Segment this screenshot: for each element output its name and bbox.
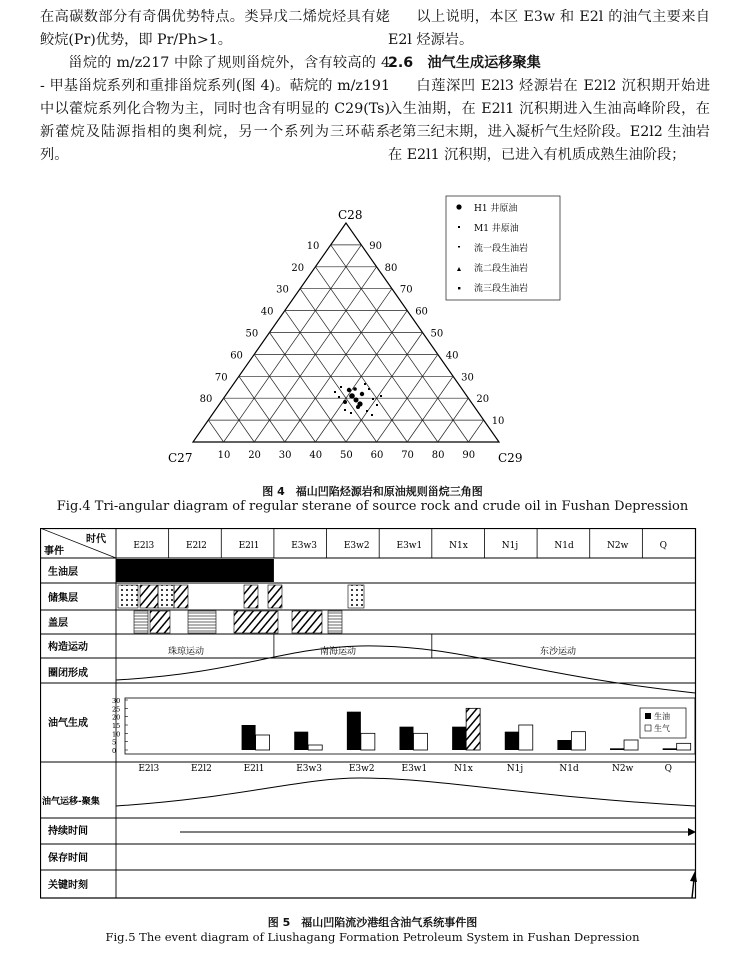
reservoir-fill bbox=[174, 585, 188, 608]
tick-label: 30 bbox=[461, 372, 474, 384]
row-label: 油气运移-聚集 bbox=[42, 797, 100, 807]
legend-marker-l2 bbox=[457, 267, 461, 271]
bar-legend-gas: 生气 bbox=[654, 724, 670, 733]
tick-label: 80 bbox=[384, 262, 398, 274]
tick-label: 70 bbox=[399, 284, 413, 296]
bar-legend-oil: 生油 bbox=[654, 712, 670, 721]
bar-gas bbox=[571, 732, 585, 750]
seal-fill bbox=[188, 611, 216, 633]
source-rock-fill bbox=[116, 559, 274, 582]
point-source-rock bbox=[368, 388, 370, 390]
tick-label: 60 bbox=[230, 350, 243, 362]
bar-oil bbox=[400, 727, 414, 750]
critical-moment-line bbox=[692, 879, 694, 898]
point-h1 bbox=[349, 393, 355, 399]
bar-x-label: N1d bbox=[559, 764, 579, 774]
tick-label: 20 bbox=[476, 394, 490, 406]
tick-label: 10 bbox=[491, 416, 505, 428]
point-h1 bbox=[347, 388, 351, 392]
period-headers bbox=[133, 541, 667, 551]
point-h1 bbox=[354, 398, 359, 403]
legend-marker-l1 bbox=[458, 246, 460, 248]
row-label: 盖层 bbox=[48, 618, 68, 629]
tick-label: 10 bbox=[306, 240, 320, 252]
legend-l1: 流一段生油岩 bbox=[474, 244, 529, 254]
seal-fill bbox=[234, 611, 278, 633]
bar-x-label: E3w3 bbox=[296, 764, 322, 774]
tick-label: 50 bbox=[430, 328, 444, 340]
point-source-rock bbox=[366, 410, 368, 412]
point-source-rock bbox=[372, 398, 374, 400]
bar-y-tick: 15 bbox=[112, 722, 121, 730]
legend-l2: 流二段生油岩 bbox=[474, 264, 529, 274]
ternary-legend bbox=[446, 196, 560, 300]
fig4-caption-zh: 图 4 福山凹陷烃源岩和原油规则甾烷三角图 bbox=[262, 485, 483, 498]
bar-legend-gas-swatch bbox=[645, 725, 651, 731]
tectonic-zhuqiong: 珠琼运动 bbox=[168, 647, 205, 657]
bar-gas bbox=[519, 725, 533, 750]
point-h1 bbox=[356, 405, 360, 409]
row-label: 圈闭形成 bbox=[48, 668, 88, 679]
left-paragraph-2: 甾烷的 m/z217 中除了规则甾烷外，含有较高的 4 - 甲基甾烷系列和重排甾烷系列(图 4)。萜烷的 m/z191 中以藿烷系列化合物为主，同时也含有明显的 C29(Ts)新藿烷及陆源指相的奥利烷，另一个系列为三环萜系列。 bbox=[40, 55, 390, 163]
bar-y-tick: 0 bbox=[112, 747, 117, 755]
tectonic-dongsha: 东沙运动 bbox=[540, 647, 577, 657]
bar-oil bbox=[452, 727, 466, 750]
seal-fill bbox=[150, 611, 170, 633]
legend-h1: H1 井原油 bbox=[474, 204, 518, 214]
reservoir-fill bbox=[348, 585, 364, 608]
tick-label: 50 bbox=[340, 450, 353, 461]
fig5-caption-zh: 图 5 福山凹陷流沙港组含油气系统事件图 bbox=[267, 916, 478, 929]
event-frame bbox=[41, 529, 696, 899]
reservoir-fill bbox=[268, 585, 282, 608]
tick-label: 80 bbox=[431, 450, 445, 461]
bar-x-label: E2l1 bbox=[243, 764, 265, 774]
point-source-rock bbox=[380, 395, 382, 397]
bar-oil bbox=[242, 725, 256, 750]
bar-gas bbox=[677, 743, 691, 750]
period-header: Q bbox=[659, 541, 668, 551]
tick-label: 40 bbox=[309, 450, 323, 461]
legend-m1: M1 井原油 bbox=[474, 224, 519, 234]
point-source-rock bbox=[376, 404, 378, 406]
legend-marker-h1 bbox=[456, 204, 461, 209]
reservoir-fill bbox=[244, 585, 258, 608]
grid-line bbox=[407, 376, 453, 442]
tick-label: 40 bbox=[260, 306, 274, 318]
bar-x-label: E2l3 bbox=[138, 764, 160, 774]
grid-line bbox=[346, 333, 423, 443]
tick-label: 50 bbox=[245, 328, 259, 340]
migration-curve bbox=[116, 778, 695, 806]
event-grid bbox=[40, 528, 696, 898]
bar-y-tick: 10 bbox=[112, 730, 121, 739]
tick-label: 60 bbox=[370, 450, 384, 461]
right-text-column bbox=[388, 6, 710, 167]
legend-marker-m1 bbox=[458, 226, 460, 228]
tick-label: 60 bbox=[415, 306, 428, 318]
row-label: 保存时间 bbox=[48, 853, 88, 864]
point-source-rock bbox=[364, 383, 366, 385]
event-diagram bbox=[40, 528, 700, 900]
bar-x-label: E3w1 bbox=[401, 764, 428, 774]
tick-label: 90 bbox=[462, 450, 476, 461]
tick-label: 70 bbox=[214, 372, 228, 384]
point-source-rock bbox=[338, 396, 340, 398]
apex-right-label: C29 bbox=[498, 451, 523, 465]
grid-line bbox=[224, 245, 362, 442]
legend-l3: 流三段生油岩 bbox=[474, 284, 529, 294]
tick-label: 40 bbox=[445, 350, 459, 362]
bar-legend-oil-swatch bbox=[645, 713, 651, 719]
tick-label: 10 bbox=[217, 450, 231, 461]
bottom-ticks bbox=[218, 450, 476, 461]
point-h1 bbox=[353, 387, 357, 391]
ternary-diagram bbox=[0, 190, 745, 480]
period-header: E3w1 bbox=[396, 541, 423, 551]
bar-gas bbox=[361, 733, 375, 750]
grid-line bbox=[208, 420, 223, 442]
seal-fill bbox=[328, 611, 342, 633]
row-label: 关键时刻 bbox=[48, 880, 88, 891]
point-h1 bbox=[360, 392, 364, 396]
period-header: N2w bbox=[607, 541, 629, 551]
bar-x-label: E2l2 bbox=[190, 764, 212, 774]
bar-y-tick: 5 bbox=[112, 738, 117, 747]
grid-line bbox=[285, 289, 392, 442]
fig4-caption-en: Fig.4 Tri-angular diagram of regular sterane of source rock and crude oil in Fushan Depression bbox=[56, 499, 689, 514]
row-labels bbox=[42, 565, 100, 891]
row-label: 储集层 bbox=[48, 593, 78, 604]
tick-label: 80 bbox=[199, 394, 213, 406]
period-header: E2l3 bbox=[133, 541, 155, 551]
bar-x-label: Q bbox=[664, 764, 673, 774]
left-paragraph-1: 在高碳数部分有奇偶优势特点。类异戊二烯烷烃具有姥鲛烷(Pr)优势，即 Pr/Ph>1。 bbox=[40, 9, 390, 48]
seal-fill bbox=[134, 611, 148, 633]
period-header: E3w3 bbox=[291, 541, 317, 551]
period-header: E2l2 bbox=[185, 541, 207, 551]
bar-gas bbox=[256, 735, 270, 750]
right-paragraph-2: 白莲深凹 E2l3 烃源岩在 E2l2 沉积期开始进入生油期，在 E2l1 沉积期进入生油高峰阶段，在老第三纪末期，进入凝析气生烃阶段。E2l2 生油岩在 E2l1 沉积期，已进入有机质成熟生油阶段； bbox=[388, 78, 710, 163]
period-header: N1x bbox=[449, 541, 468, 551]
tectonic-nanhai: 南海运动 bbox=[320, 647, 357, 657]
tick-label: 20 bbox=[248, 450, 261, 461]
layer-fills bbox=[116, 559, 364, 633]
seal-fill bbox=[292, 611, 322, 633]
bar-y-tick: 20 bbox=[112, 713, 121, 722]
row-label: 持续时间 bbox=[48, 826, 88, 837]
grid-line bbox=[239, 376, 285, 442]
bar-oil bbox=[347, 712, 361, 750]
tick-label: 30 bbox=[278, 450, 292, 461]
tick-label: 90 bbox=[369, 240, 383, 252]
bar-y-tick: 25 bbox=[112, 705, 121, 714]
point-source-rock bbox=[371, 414, 373, 416]
tectonic-labels bbox=[168, 645, 576, 657]
bar-x-label: N2w bbox=[612, 764, 634, 774]
point-source-rock bbox=[344, 409, 346, 411]
bar-oil bbox=[557, 740, 571, 750]
period-header: N1j bbox=[501, 541, 519, 551]
header-event-label: 事件 bbox=[44, 546, 64, 557]
bar-gas bbox=[466, 708, 480, 750]
row-label: 生油层 bbox=[48, 567, 78, 578]
period-header: E2l1 bbox=[238, 541, 260, 551]
bar-marks bbox=[242, 708, 691, 750]
point-source-rock bbox=[334, 391, 336, 393]
row-label: 构造运动 bbox=[48, 642, 88, 653]
grid-line bbox=[468, 420, 483, 442]
fig5-caption-en: Fig.5 The event diagram of Liushagang Formation Petroleum System in Fushan Depression bbox=[105, 930, 640, 944]
bar-x-label: N1x bbox=[454, 764, 473, 774]
bar-x-label: N1j bbox=[506, 764, 524, 774]
bar-oil bbox=[663, 748, 677, 750]
bar-x-label: E3w2 bbox=[348, 764, 375, 774]
bar-oil bbox=[294, 732, 308, 750]
period-header: E3w2 bbox=[343, 541, 370, 551]
bar-oil bbox=[505, 732, 519, 750]
bar-oil bbox=[610, 748, 624, 750]
bar-gas bbox=[414, 733, 428, 750]
bar-y-ticks bbox=[112, 697, 128, 755]
tick-label: 20 bbox=[291, 262, 305, 274]
bar-gas bbox=[308, 745, 322, 750]
apex-left-label: C27 bbox=[168, 451, 193, 465]
bar-y-tick: 30 bbox=[112, 697, 121, 705]
section-heading: 2.6 油气生成运移聚集 bbox=[388, 55, 541, 71]
left-ticks bbox=[200, 241, 320, 405]
grid-line bbox=[300, 289, 407, 442]
reservoir-fill bbox=[118, 585, 138, 608]
left-text-column bbox=[40, 6, 390, 167]
row-label: 油气生成 bbox=[48, 718, 88, 729]
reservoir-fill bbox=[158, 585, 174, 608]
ternary-points bbox=[334, 383, 382, 416]
apex-top-label: C28 bbox=[338, 208, 363, 222]
header-time-label: 时代 bbox=[86, 534, 106, 545]
point-source-rock bbox=[350, 412, 352, 414]
point-source-rock bbox=[340, 386, 342, 388]
bar-chart bbox=[112, 697, 695, 774]
tick-label: 30 bbox=[276, 284, 289, 296]
reservoir-fill bbox=[140, 585, 158, 608]
bar-gas bbox=[624, 740, 638, 750]
grid-line bbox=[270, 333, 347, 443]
tick-label: 70 bbox=[401, 450, 414, 461]
bar-x-labels bbox=[138, 764, 672, 774]
legend-marker-l3 bbox=[458, 287, 460, 289]
duration-arrow-head bbox=[688, 828, 696, 836]
right-paragraph-1: 以上说明，本区 E3w 和 E2l 的油气主要来自 E2l 烃源岩。 bbox=[388, 9, 710, 48]
point-h1 bbox=[343, 400, 347, 404]
period-header: N1d bbox=[554, 541, 574, 551]
